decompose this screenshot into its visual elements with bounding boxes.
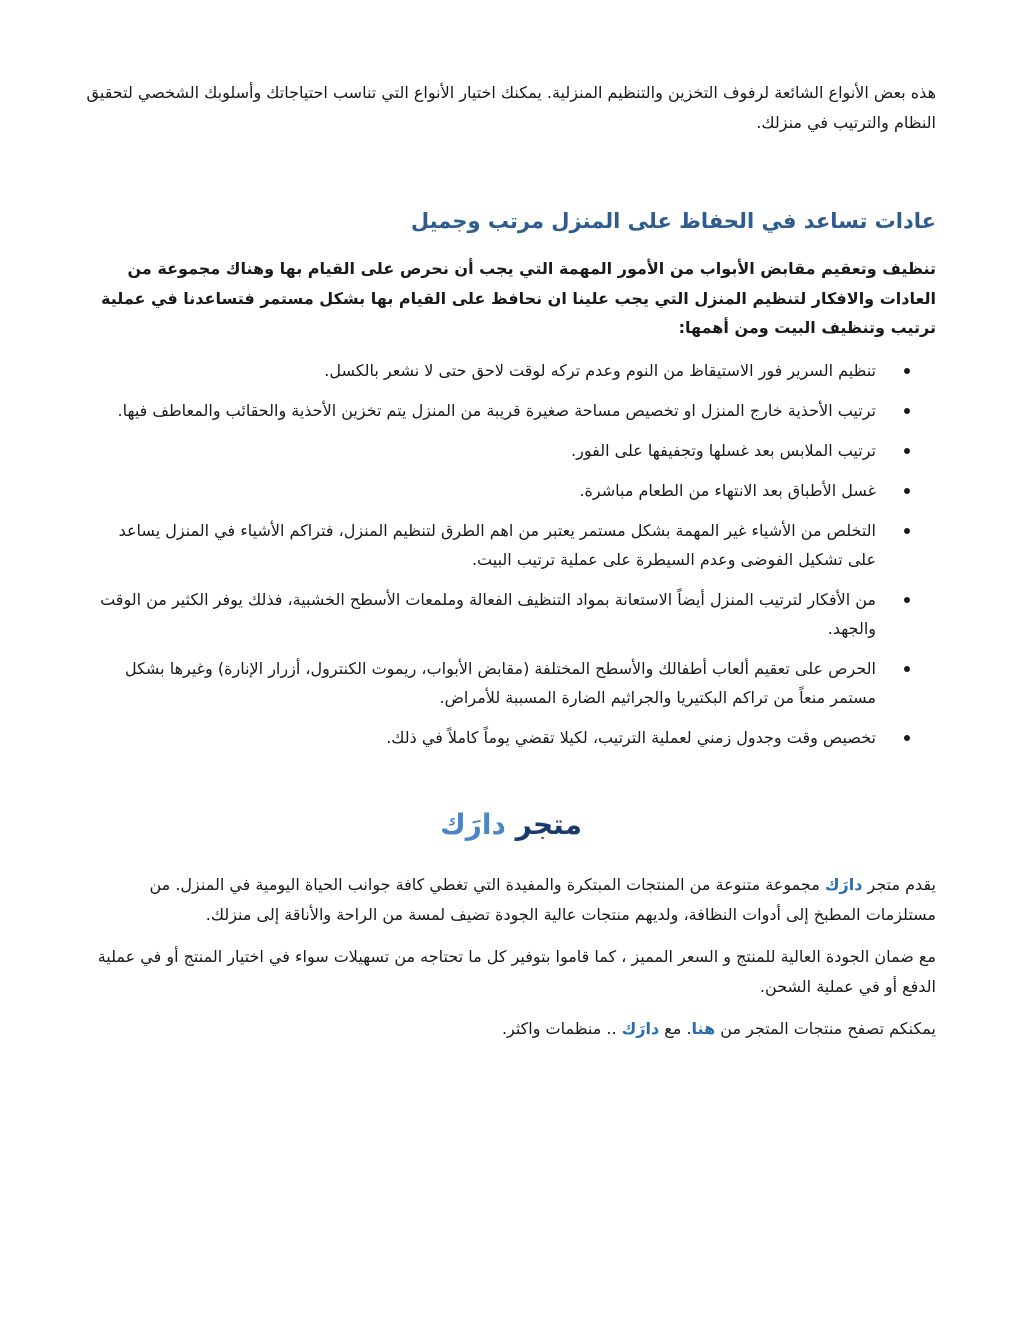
bullet-icon [904,597,910,603]
list-item-text: ترتيب الملابس بعد غسلها وتجفيفها على الفور. [571,440,876,460]
store-quality-paragraph: مع ضمان الجودة العالية للمنتج و السعر المميز ، كما قاموا بتوفير كل ما تحتاجه من تسهيلات سواء في اختيار المنتج أو في عملية الدفع أو في عملية الشحن. [97,946,936,996]
list-item-text: تنظيم السرير فور الاستيقاظ من النوم وعدم تركه لوقت لاحق حتى لا نشعر بالكسل. [324,360,876,380]
list-item [86,396,876,425]
text-fragment: . مع [659,1018,692,1038]
bullet-icon [904,368,910,374]
list-item-text: غسل الأطباق بعد الانتهاء من الطعام مباشرة. [579,480,876,500]
habits-heading: عادات تساعد في الحفاظ على المنزل مرتب وجميل [410,209,936,233]
store-brand-name: دارَك [440,807,506,841]
store-title [86,804,936,846]
brand-name: دارَك [621,1018,660,1038]
list-item-text: ترتيب الأحذية خارج المنزل او تخصيص مساحة صغيرة قريبة من المنزل يتم تخزين الأحذية والحقائب والمعاطف فيها. [117,400,876,420]
list-item [86,476,876,505]
text-fragment: مجموعة متنوعة من المنتجات المبتكرة والمفيدة التي تغطي كافة جوانب الحياة اليومية في المنزل. من مستلزمات المطبخ إلى أدوات النظافة، ولديهم منتجات عالية الجودة تضيف لمسة من الراحة والأناقة إلى منزلك. [149,874,936,924]
list-item [86,585,876,643]
bullet-icon [904,488,910,494]
list-item [86,516,876,574]
store-title-word: متجر [515,807,582,841]
brand-name: دارَك [824,874,863,894]
list-item [86,436,876,465]
habits-lead-paragraph: تنظيف وتعقيم مقابض الأبواب من الأمور المهمة التي يجب أن نحرص على القيام بها وهناك مجموعة من العادات والافكار لتنظيم المنزل التي يجب علينا ان نحافظ على القيام بها بشكل مستمر فتساعدنا في عملية ترتيب وتنظيف البيت ومن أهمها: [101,259,936,337]
store-link[interactable]: هنا [691,1018,716,1038]
bullet-icon [904,448,910,454]
bullet-icon [904,408,910,414]
intro-paragraph: هذه بعض الأنواع الشائعة لرفوف التخزين والتنظيم المنزلية. يمكنك اختيار الأنواع التي تناسب احتياجاتك وأسلوبك الشخصي لتحقيق النظام والترتيب في منزلك. [86,83,936,132]
list-item-text: تخصيص وقت وجدول زمني لعملية الترتيب، لكيلا تقضي يوماً كاملاً في ذلك. [386,727,876,747]
list-item-text: من الأفكار لترتيب المنزل أيضاً الاستعانة بمواد التنظيف الفعالة وملمعات الأسطح الخشبية، فذلك يوفر الكثير من الوقت والجهد. [100,589,876,638]
habits-list [86,356,936,752]
list-item [86,356,876,385]
list-item-text: التخلص من الأشياء غير المهمة بشكل مستمر يعتبر من اهم الطرق لتنظيم المنزل، فتراكم الأشياء في المنزل يساعد على تشكيل الفوضى وعدم السيطرة على عملية ترتيب البيت. [118,520,876,569]
text-fragment: .. منظمات واكثر. [501,1018,622,1038]
list-item-text: الحرص على تعقيم ألعاب أطفالك والأسطح المختلفة (مقابض الأبواب، ريموت الكنترول، أزرار الإنارة) وغيرها بشكل مستمر منعاً من تراكم البكتيريا والجراثيم الضارة المسببة للأمراض. [124,658,876,707]
text-fragment: يقدم متجر [862,874,936,894]
bullet-icon [904,528,910,534]
document-page [86,78,936,1056]
list-item [86,723,876,752]
store-description-paragraph [86,870,936,930]
bullet-icon [904,666,910,672]
text-fragment: يمكنكم تصفح منتجات المتجر من [715,1018,936,1038]
store-browse-paragraph [86,1014,936,1044]
list-item [86,654,876,712]
bullet-icon [904,735,910,741]
